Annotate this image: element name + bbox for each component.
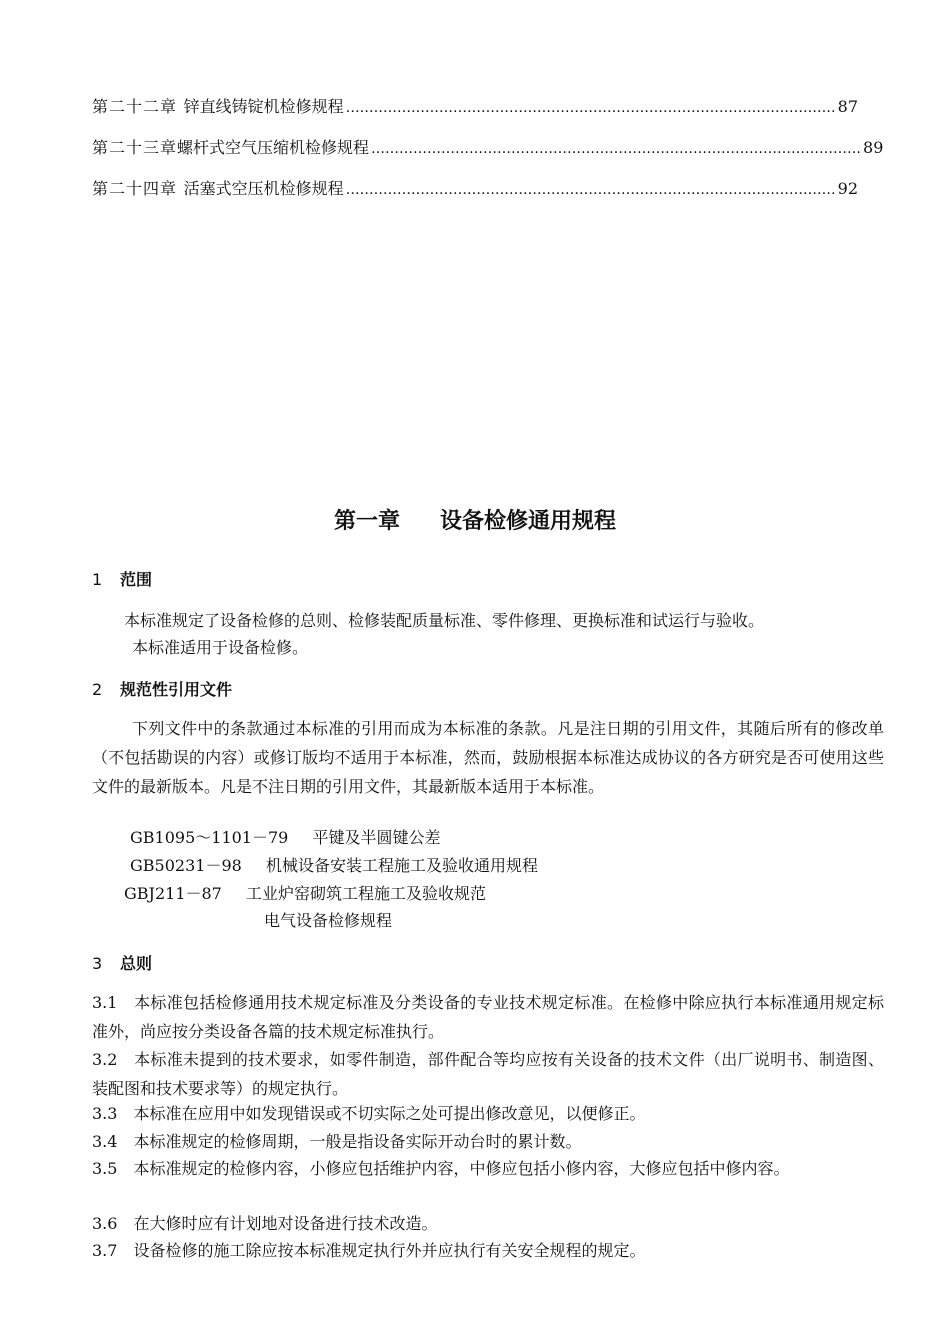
reference-code: GB1095～1101－79 <box>130 828 289 847</box>
clause-text: 本标准规定的检修周期，一般是指设备实际开动台时的累计数。 <box>133 1132 582 1151</box>
clause-text: 本标准未提到的技术要求，如零件制造，部件配合等均应按有关设备的技术文件（出厂说明书、制造图、装配图和技术要求等）的规定执行。 <box>92 1050 884 1098</box>
chapter-title: 设备检修通用规程 <box>440 509 617 534</box>
clause-text: 本标准在应用中如发现错误或不切实际之处可提出修改意见，以便修正。 <box>133 1104 646 1123</box>
paragraph: 本标准适用于设备检修。 <box>132 638 309 657</box>
reference-name: 电气设备检修规程 <box>264 911 393 930</box>
toc-page-number: 89 <box>863 138 884 157</box>
clause-3-5 <box>92 1154 884 1183</box>
reference-item <box>264 908 392 931</box>
clause-number: 3.6 <box>92 1214 118 1233</box>
clause-3-2 <box>92 1045 884 1103</box>
clause-number: 3.1 <box>92 993 118 1012</box>
clause-number: 3.3 <box>92 1104 118 1123</box>
clause-number: 3.5 <box>92 1159 118 1178</box>
section-number: 1 <box>92 570 103 589</box>
clause-text: 本标准规定的检修内容，小修应包括维护内容，中修应包括小修内容，大修应包括中修内容。 <box>133 1159 790 1178</box>
clause-text: 本标准包括检修通用技术规定标准及分类设备的专业技术规定标准。在检修中除应执行本标准通用规定标准外，尚应按分类设备各篇的技术规定标准执行。 <box>92 993 884 1041</box>
paragraph: 本标准规定了设备检修的总则、检修装配质量标准、零件修理、更换标准和试运行与验收。 <box>124 611 765 630</box>
toc-chapter-title: 锌直线铸锭机检修规程 <box>183 97 344 116</box>
chapter-heading <box>0 504 950 535</box>
section-number: 3 <box>92 954 103 973</box>
clause-number: 3.4 <box>92 1132 118 1151</box>
toc-chapter-number: 第二十四章 <box>92 179 178 198</box>
toc-chapter-title: 螺杆式空气压缩机检修规程 <box>177 138 370 157</box>
section-heading-references <box>92 677 232 700</box>
reference-name: 平键及半圆键公差 <box>312 828 441 847</box>
chapter-number: 第一章 <box>333 509 400 534</box>
reference-name: 工业炉窑砌筑工程施工及验收规范 <box>246 884 487 903</box>
reference-item <box>130 853 538 876</box>
section-title: 总则 <box>120 954 153 973</box>
toc-leader-dots: …………………………………………………………………………………………… <box>371 141 862 157</box>
clause-text: 在大修时应有计划地对设备进行技术改造。 <box>133 1214 438 1233</box>
section-heading-general <box>92 951 152 974</box>
toc-leader-dots: …………………………………………………………………………………………… <box>345 182 836 198</box>
toc-chapter-title: 活塞式空压机检修规程 <box>183 179 344 198</box>
paragraph: 下列文件中的条款通过本标准的引用而成为本标准的条款。凡是注日期的引用文件，其随后所有的修改单（不包括勘误的内容）或修订版均不适用于本标准，然而，鼓励根据本标准达成协议的各方研究是否可使用这些文件的最新版本。凡是不注日期的引用文件，其最新版本适用于本标准。 <box>92 719 884 796</box>
reference-code: GB50231－98 <box>130 856 242 875</box>
section-title: 范围 <box>120 570 153 589</box>
toc-chapter-number: 第二十二章 <box>92 97 178 116</box>
table-of-contents <box>92 94 884 217</box>
toc-leader-dots: …………………………………………………………………………………………… <box>345 100 836 116</box>
reference-code: GBJ211－87 <box>124 884 222 903</box>
clause-number: 3.2 <box>92 1050 118 1069</box>
toc-page-number: 87 <box>837 97 858 116</box>
clause-3-7 <box>92 1236 884 1265</box>
toc-page-number: 92 <box>837 179 858 198</box>
clause-number: 3.7 <box>92 1241 118 1260</box>
clause-3-4 <box>92 1127 884 1156</box>
toc-entry-22[interactable] <box>92 94 858 135</box>
clause-3-6 <box>92 1209 884 1238</box>
section-heading-scope <box>92 567 152 590</box>
clause-3-1 <box>92 988 884 1046</box>
reference-item <box>130 825 441 848</box>
reference-item <box>124 881 486 904</box>
toc-chapter-number: 第二十三章 <box>92 138 178 157</box>
reference-name: 机械设备安装工程施工及验收通用规程 <box>266 856 539 875</box>
section-title: 规范性引用文件 <box>120 680 233 699</box>
toc-entry-24[interactable] <box>92 176 858 217</box>
clause-text: 设备检修的施工除应按本标准规定执行外并应执行有关安全规程的规定。 <box>133 1241 646 1260</box>
section-number: 2 <box>92 680 103 699</box>
clause-3-3 <box>92 1099 884 1128</box>
toc-entry-23[interactable] <box>92 135 884 176</box>
